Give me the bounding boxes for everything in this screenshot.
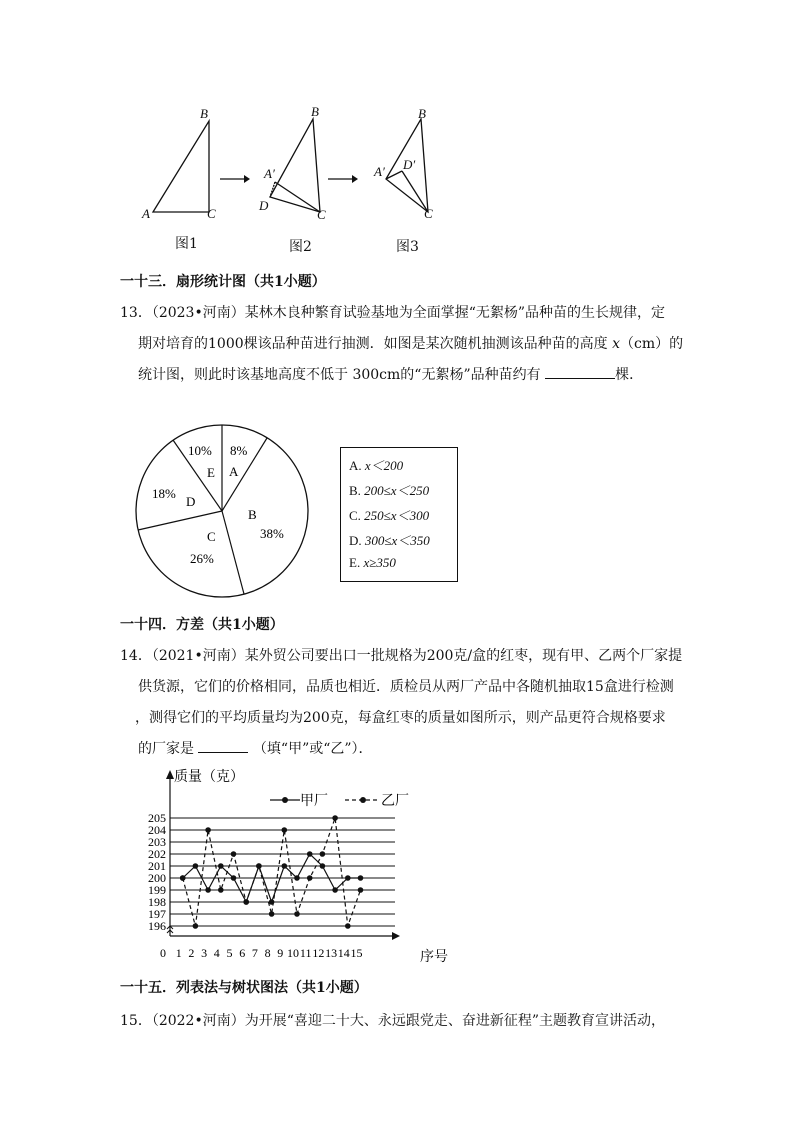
series-line-yi (183, 818, 361, 926)
q14-line3: ，测得它们的平均质量均为200克，每盒红枣的质量如图所示，则产品更符合规格要求 (135, 710, 666, 726)
pie-slice-d-pct: 18% (152, 486, 176, 501)
pie-slice-a-pct: 8% (230, 443, 248, 458)
series-point-yi (332, 815, 338, 821)
series-point-yi (205, 827, 211, 833)
series-point-jia (231, 875, 237, 881)
fig1-label-c: C (207, 206, 216, 221)
x-tick-label: 13 (325, 946, 338, 960)
y-tick-label: 199 (148, 883, 166, 897)
x-tick-label: 7 (251, 946, 258, 960)
series-point-yi (282, 827, 288, 833)
q14-line4 (138, 738, 373, 758)
series-point-jia (282, 863, 288, 869)
x-tick-label: 2 (188, 946, 195, 960)
series-point-jia (320, 863, 326, 869)
pie-slice-b-pct: 38% (260, 526, 284, 541)
fig2-outline (270, 119, 320, 212)
y-tick-label: 198 (148, 895, 166, 909)
fig2-label-d: D (259, 198, 269, 213)
series-point-yi (180, 875, 186, 881)
x-tick-label: 10 (287, 946, 299, 960)
x-axis-label: 序号 (420, 950, 448, 965)
q13-height-value: 300cm (352, 367, 401, 383)
arrow-2-head (352, 175, 358, 183)
triangle-figures (0, 0, 794, 260)
q13-line3 (138, 364, 643, 384)
q13-line3-tail: 的“无絮杨”品种苗约有 (400, 367, 541, 383)
pie-slice-c-pct: 26% (190, 551, 214, 566)
fig1-caption: 图1 (175, 236, 198, 252)
x-tick-label: 14 (337, 946, 350, 960)
fig3-caption: 图3 (396, 239, 419, 255)
fig3-label-aprime: A′ (374, 164, 385, 179)
pie-slice-e-pct: 10% (188, 443, 212, 458)
q14-answer-blank[interactable] (198, 740, 248, 753)
x-tick-label: 8 (264, 946, 271, 960)
pie-slice-b-label: B (248, 507, 257, 522)
y-tick-label: 203 (148, 835, 166, 849)
legend-label-yi: 乙厂 (381, 794, 409, 809)
series-point-jia (193, 863, 199, 869)
series-point-yi (320, 851, 326, 857)
pie-slice-d-label: D (186, 494, 196, 509)
section13-heading: 一十三．扇形统计图（共1小题） (120, 274, 326, 290)
q13-tail: 棵． (615, 367, 644, 383)
fig2-label-aprime: A′ (264, 166, 275, 181)
x-tick-label: 12 (312, 946, 325, 960)
x-axis-arrow (392, 932, 400, 940)
fig1-triangle (153, 121, 209, 212)
series-point-jia (345, 875, 351, 881)
series-point-jia (218, 863, 224, 869)
q13-line2 (138, 333, 683, 353)
legend-item-a: A. x＜200 (349, 458, 404, 473)
series-point-jia (332, 887, 338, 893)
legend-item-b: B. 200≤x＜250 (349, 483, 430, 498)
fig1-label-b: B (200, 106, 208, 121)
fig2-label-c: C (317, 207, 326, 222)
x-tick-label: 3 (201, 946, 208, 960)
y-tick-label: 197 (148, 907, 166, 921)
q14-line4-text: 的厂家是 (138, 741, 194, 757)
q13-var-x: x (612, 336, 620, 352)
fig2-fold-line (275, 182, 320, 212)
pie-legend (340, 447, 458, 582)
fig2-caption: 图2 (289, 239, 312, 255)
q13-line2-text: 期对培育的1000棵该品种苗进行抽测．如图是某次随机抽测该品种苗的高度 (138, 336, 608, 352)
legend-label-jia: 甲厂 (300, 794, 328, 809)
y-tick-label: 201 (148, 859, 166, 873)
series-point-yi (231, 851, 237, 857)
legend-item-e: E. x≥350 (349, 555, 396, 570)
legend-item-c: C. 250≤x＜300 (349, 508, 430, 523)
x-tick-label: 1 (175, 946, 182, 960)
fig2-label-b: B (311, 104, 319, 119)
pie-divider-cd (138, 511, 222, 530)
y-tick-label: 202 (148, 847, 166, 861)
pie-slice-c-label: C (207, 529, 216, 544)
q15-line1: 15．（2022•河南）为开展“喜迎二十大、永远跟党走、奋进新征程”主题教育宣讲活动， (120, 1013, 666, 1029)
q14-line1: 14．（2021•河南）某外贸公司要出口一批规格为200克/盒的红枣，现有甲、乙两个厂家提 (120, 648, 683, 664)
x-tick-label: 6 (239, 946, 246, 960)
fig3-label-b: B (418, 106, 426, 121)
series-point-yi (218, 887, 224, 893)
x-tick-label: 0 (160, 946, 166, 960)
section15-heading: 一十五．列表法与树状图法（共1小题） (120, 980, 368, 996)
pie-slice-a-label: A (229, 464, 239, 479)
x-tick-label: 11 (299, 946, 312, 960)
fig3-label-dprime: D′ (403, 157, 416, 172)
series-point-jia (205, 887, 211, 893)
y-tick-label: 200 (148, 871, 166, 885)
arrow-1-head (244, 175, 250, 183)
fig3-label-c: C (424, 206, 433, 221)
series-point-yi (358, 887, 364, 893)
q14-line4-tail: （填“甲”或“乙”）． (252, 741, 373, 757)
series-point-yi (193, 923, 199, 929)
line-chart (130, 765, 470, 970)
series-point-jia (358, 875, 364, 881)
y-tick-label: 196 (148, 919, 166, 933)
pie-slice-e-label: E (207, 465, 215, 480)
series-point-yi (307, 875, 313, 881)
q13-unit: （cm）的 (620, 336, 684, 352)
x-tick-label: 4 (213, 946, 220, 960)
fig1-label-a: A (142, 206, 150, 221)
y-axis-label: 质量（克） (174, 770, 244, 785)
pie-chart (130, 420, 310, 600)
legend-item-d: D. 300≤x＜350 (349, 533, 430, 548)
q14-line2: 供货源，它们的价格相同，品质也相近．质检员从两厂产品中各随机抽取15盒进行检测 (138, 679, 674, 695)
section14-heading: 一十四．方差（共1小题） (120, 617, 284, 633)
x-tick-label: 9 (277, 946, 284, 960)
q13-line3-text: 统计图，则此时该基地高度不低于 (138, 367, 348, 383)
q13-line1: 13．（2023•河南）某林木良种繁育试验基地为全面掌握“无絮杨”品种苗的生长规律，定 (120, 305, 666, 321)
series-point-yi (294, 911, 300, 917)
series-point-yi (269, 911, 275, 917)
x-tick-label: 5 (226, 946, 233, 960)
series-point-jia (307, 851, 313, 857)
pie-divider-bc (222, 511, 244, 594)
y-tick-label: 205 (148, 811, 166, 825)
y-tick-label: 204 (148, 823, 166, 837)
series-point-jia (294, 875, 300, 881)
series-point-yi (256, 863, 262, 869)
legend-marker-jia (282, 797, 288, 803)
q13-answer-blank[interactable] (545, 366, 615, 379)
series-point-yi (345, 923, 351, 929)
x-tick-label: 15 (350, 946, 363, 960)
y-axis-arrow (166, 770, 174, 779)
series-point-yi (243, 899, 249, 905)
legend-marker-yi (360, 797, 366, 803)
